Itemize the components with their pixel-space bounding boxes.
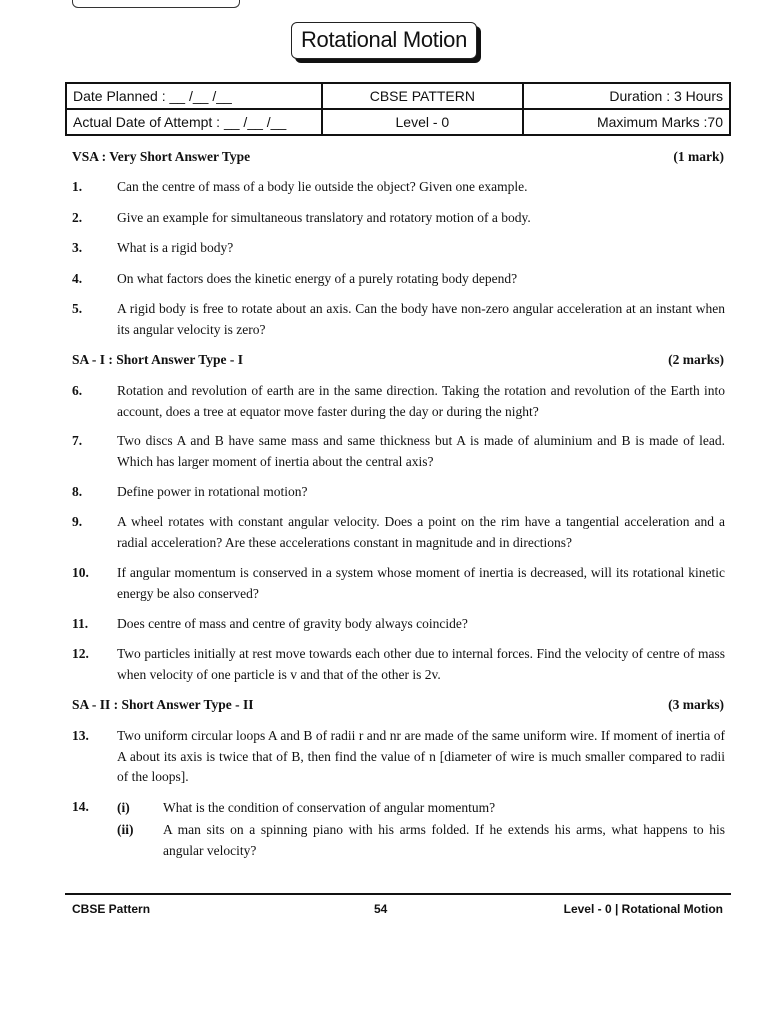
- question-13: [72, 726, 725, 788]
- info-row: [66, 83, 730, 109]
- info-table: [65, 82, 731, 136]
- question-10: [72, 563, 725, 604]
- question-text: A rigid body is free to rotate about an axis. Can the body have non-zero angular acceleration at an instant when its angular velocity is zero?: [117, 301, 725, 337]
- question-14-part-i: [117, 797, 725, 818]
- question-number: 5.: [72, 301, 83, 316]
- header-tab-decoration: [72, 0, 240, 8]
- actual-date: Actual Date of Attempt : __ /__ /__: [66, 109, 322, 135]
- question-7: [72, 431, 725, 472]
- max-marks-label: Maximum Marks :70: [523, 109, 730, 135]
- section-vsa-header: [72, 149, 724, 165]
- question-text: What is a rigid body?: [117, 240, 234, 255]
- page-title: Rotational Motion: [291, 22, 477, 59]
- date-planned: Date Planned : __ /__ /__: [66, 83, 322, 109]
- duration-label: Duration : 3 Hours: [523, 83, 730, 109]
- section-marks: (1 mark): [673, 149, 724, 164]
- section-title: VSA : Very Short Answer Type: [72, 149, 251, 164]
- question-9: [72, 512, 725, 553]
- sub-question-number: (ii): [117, 822, 134, 837]
- question-number: 14.: [72, 799, 89, 814]
- sub-question-text: A man sits on a spinning piano with his arms folded. If he extends his arms, what happens to his angular velocity?: [163, 822, 725, 858]
- question-text: Does centre of mass and centre of gravity body always coincide?: [117, 616, 468, 631]
- question-8: [72, 482, 725, 503]
- question-text: Give an example for simultaneous translatory and rotatory motion of a body.: [117, 210, 531, 225]
- section-sa1-header: [72, 352, 724, 368]
- section-title: SA - II : Short Answer Type - II: [72, 697, 254, 712]
- question-3: [72, 238, 725, 259]
- footer-left: CBSE Pattern: [72, 902, 151, 916]
- section-marks: (2 marks): [668, 352, 724, 367]
- footer-right: Level - 0 | Rotational Motion: [563, 902, 723, 916]
- question-text: Define power in rotational motion?: [117, 484, 308, 499]
- question-11: [72, 614, 725, 635]
- question-number: 3.: [72, 240, 83, 255]
- page-number: 54: [374, 902, 388, 916]
- question-number: 7.: [72, 433, 83, 448]
- question-5: [72, 299, 725, 340]
- title-area: [0, 22, 768, 59]
- question-text: Can the centre of mass of a body lie outside the object? Given one example.: [117, 179, 528, 194]
- question-text: Two particles initially at rest move towards each other due to internal forces. Find the velocity of centre of mass when velocity of one particle is v and that of the other is 2v.: [117, 646, 725, 682]
- question-1: [72, 177, 725, 198]
- question-4: [72, 269, 725, 290]
- question-14-part-ii: [117, 819, 725, 861]
- section-sa2-header: [72, 697, 724, 713]
- question-text: If angular momentum is conserved in a system whose moment of inertia is decreased, will its rotational kinetic energy be also conserved?: [117, 565, 725, 601]
- footer-divider: [65, 893, 731, 895]
- question-12: [72, 644, 725, 685]
- sub-question-text: What is the condition of conservation of angular momentum?: [163, 800, 496, 815]
- pattern-label: CBSE PATTERN: [322, 83, 522, 109]
- level-label: Level - 0: [322, 109, 522, 135]
- question-number: 13.: [72, 728, 89, 743]
- sub-question-number: (i): [117, 800, 130, 815]
- question-2: [72, 208, 725, 229]
- question-text: Rotation and revolution of earth are in the same direction. Taking the rotation and revolution of the Earth into account, does a tree at equator move faster during the day or during the night?: [117, 383, 725, 419]
- question-number: 10.: [72, 565, 89, 580]
- question-number: 8.: [72, 484, 83, 499]
- question-number: 1.: [72, 179, 83, 194]
- question-text: Two discs A and B have same mass and same thickness but A is made of aluminium and B is made of lead. Which has larger moment of inertia about the central axis?: [117, 433, 725, 469]
- question-number: 11.: [72, 616, 89, 631]
- question-number: 4.: [72, 271, 83, 286]
- question-number: 6.: [72, 383, 83, 398]
- question-number: 2.: [72, 210, 83, 225]
- question-number: 12.: [72, 646, 89, 661]
- question-text: A wheel rotates with constant angular velocity. Does a point on the rim have a tangential acceleration and a radial acceleration? Are these accelerations constant in magnitude and in directions?: [117, 514, 725, 550]
- question-6: [72, 381, 725, 422]
- info-row: [66, 109, 730, 135]
- question-text: Two uniform circular loops A and B of radii r and nr are made of the same uniform wire. If moment of inertia of A about its axis is twice that of B, then find the value of n [diameter of wire is much smaller compared to radii of the loops].: [117, 728, 725, 784]
- section-marks: (3 marks): [668, 697, 724, 712]
- question-text: On what factors does the kinetic energy of a purely rotating body depend?: [117, 271, 518, 286]
- section-title: SA - I : Short Answer Type - I: [72, 352, 244, 367]
- question-number: 9.: [72, 514, 83, 529]
